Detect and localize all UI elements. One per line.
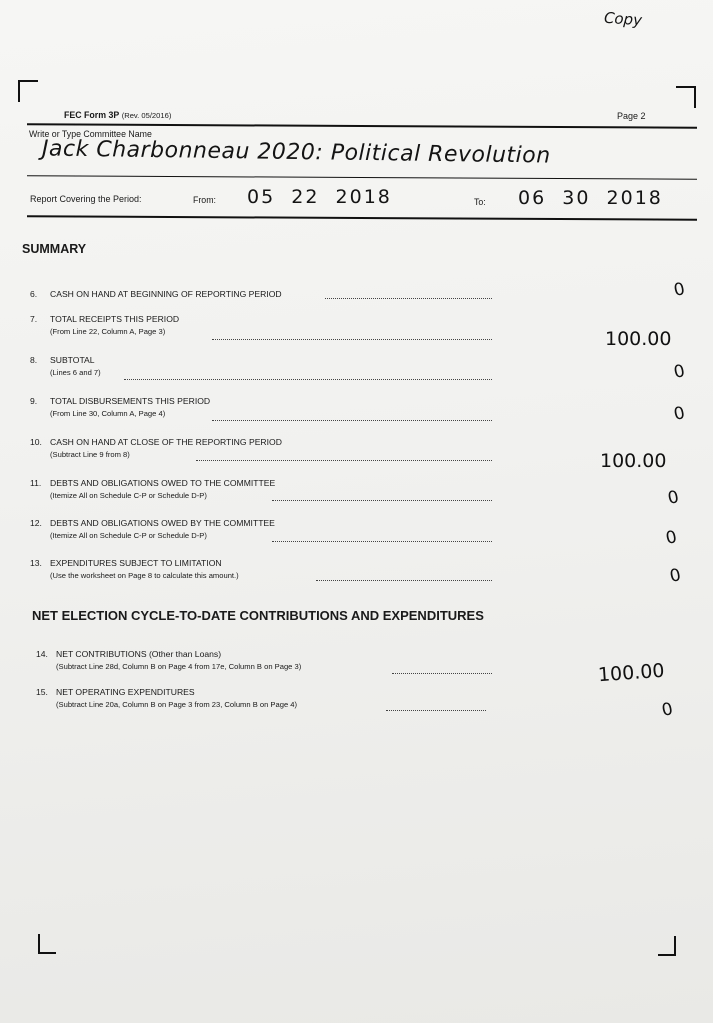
line-title: CASH ON HAND AT CLOSE OF THE REPORTING PERIOD	[50, 437, 282, 447]
committee-name-handwritten: Jack Charbonneau 2020: Political Revolution	[41, 136, 551, 169]
line-number: 15.	[36, 687, 48, 697]
line-number: 12.	[30, 518, 42, 528]
line-number: 8.	[30, 355, 38, 365]
line-title: TOTAL DISBURSEMENTS THIS PERIOD	[50, 396, 211, 406]
line-title: DEBTS AND OBLIGATIONS OWED TO THE COMMITTEE	[50, 478, 276, 488]
amount-line-8: 0	[672, 361, 687, 383]
line-number: 9.	[30, 396, 38, 406]
line-subtitle: (Itemize All on Schedule C-P or Schedule D-P)	[50, 491, 207, 500]
corner-mark-top-left	[18, 80, 38, 102]
form-label: FEC Form 3P	[64, 110, 120, 120]
line-number: 14.	[36, 649, 48, 659]
net-section-heading: NET ELECTION CYCLE-TO-DATE CONTRIBUTIONS AND EXPENDITURES	[32, 608, 484, 623]
amount-line-13: 0	[668, 565, 683, 587]
corner-mark-top-right	[676, 86, 696, 108]
from-date-handwritten: 05 22 2018	[247, 186, 392, 208]
line-title: TOTAL RECEIPTS THIS PERIOD	[50, 314, 180, 324]
line-number: 6.	[30, 289, 38, 299]
corner-mark-bottom-left	[38, 934, 56, 954]
summary-line-12	[30, 517, 275, 542]
header-rule-bottom	[27, 215, 697, 221]
line-title: CASH ON HAND AT BEGINNING OF REPORTING PERIOD	[50, 289, 282, 299]
leader-line-13	[316, 580, 492, 581]
amount-line-12: 0	[664, 527, 679, 549]
committee-name-label: Write or Type Committee Name	[29, 129, 152, 139]
leader-line-6	[325, 298, 492, 299]
leader-line-12	[272, 541, 492, 542]
leader-line-9	[212, 420, 492, 421]
net-line-14	[36, 648, 301, 673]
line-number: 10.	[30, 437, 42, 447]
leader-line-8	[124, 379, 492, 380]
line-number: 11.	[30, 478, 42, 488]
net-line-15	[36, 686, 297, 711]
corner-mark-bottom-right	[658, 936, 676, 956]
leader-line-10	[196, 460, 492, 461]
summary-line-8	[30, 354, 101, 379]
summary-line-11	[30, 477, 275, 502]
line-subtitle: (Lines 6 and 7)	[50, 368, 101, 377]
amount-line-6: 0	[672, 279, 687, 301]
summary-heading: SUMMARY	[22, 242, 87, 256]
amount-line-14: 100.00	[597, 659, 666, 687]
from-label: From:	[193, 195, 216, 205]
committee-name-rule	[27, 175, 697, 180]
leader-line-14	[392, 673, 492, 674]
line-subtitle: (From Line 22, Column A, Page 3)	[50, 327, 166, 336]
line-number: 13.	[30, 558, 42, 568]
summary-line-13	[30, 557, 239, 582]
to-date-handwritten: 06 30 2018	[518, 187, 663, 209]
copy-handwritten-mark: Copy	[603, 8, 643, 30]
amount-line-7: 100.00	[605, 328, 672, 350]
period-label: Report Covering the Period:	[30, 194, 142, 204]
line-subtitle: (Itemize All on Schedule C-P or Schedule D-P)	[50, 531, 207, 540]
line-title: DEBTS AND OBLIGATIONS OWED BY THE COMMITTEE	[50, 518, 275, 528]
line-subtitle: (From Line 30, Column A, Page 4)	[50, 409, 166, 418]
line-title: NET CONTRIBUTIONS (Other than Loans)	[56, 649, 222, 659]
amount-line-9: 0	[672, 403, 687, 425]
leader-line-7	[212, 339, 492, 340]
summary-line-6	[30, 288, 282, 300]
line-title: NET OPERATING EXPENDITURES	[56, 687, 195, 697]
amount-line-10: 100.00	[600, 450, 667, 472]
line-subtitle: (Subtract Line 9 from 8)	[50, 450, 130, 459]
line-subtitle: (Subtract Line 20a, Column B on Page 3 from 23, Column B on Page 4)	[56, 700, 298, 709]
leader-line-11	[272, 500, 492, 501]
leader-line-15	[386, 710, 486, 711]
form-label-group	[64, 110, 171, 120]
to-label: To:	[474, 197, 486, 207]
line-subtitle: (Use the worksheet on Page 8 to calculate this amount.)	[50, 571, 239, 580]
summary-line-7	[30, 313, 179, 338]
page-label: Page 2	[617, 111, 646, 121]
summary-line-9	[30, 395, 210, 420]
amount-line-11: 0	[666, 487, 681, 509]
summary-line-10	[30, 436, 282, 461]
line-title: EXPENDITURES SUBJECT TO LIMITATION	[50, 558, 222, 568]
line-title: SUBTOTAL	[50, 355, 95, 365]
header-rule-top	[27, 123, 697, 129]
line-number: 7.	[30, 314, 38, 324]
line-subtitle: (Subtract Line 28d, Column B on Page 4 from 17e, Column B on Page 3)	[56, 662, 302, 671]
form-revision: (Rev. 05/2016)	[121, 111, 172, 120]
amount-line-15: 0	[660, 699, 675, 721]
